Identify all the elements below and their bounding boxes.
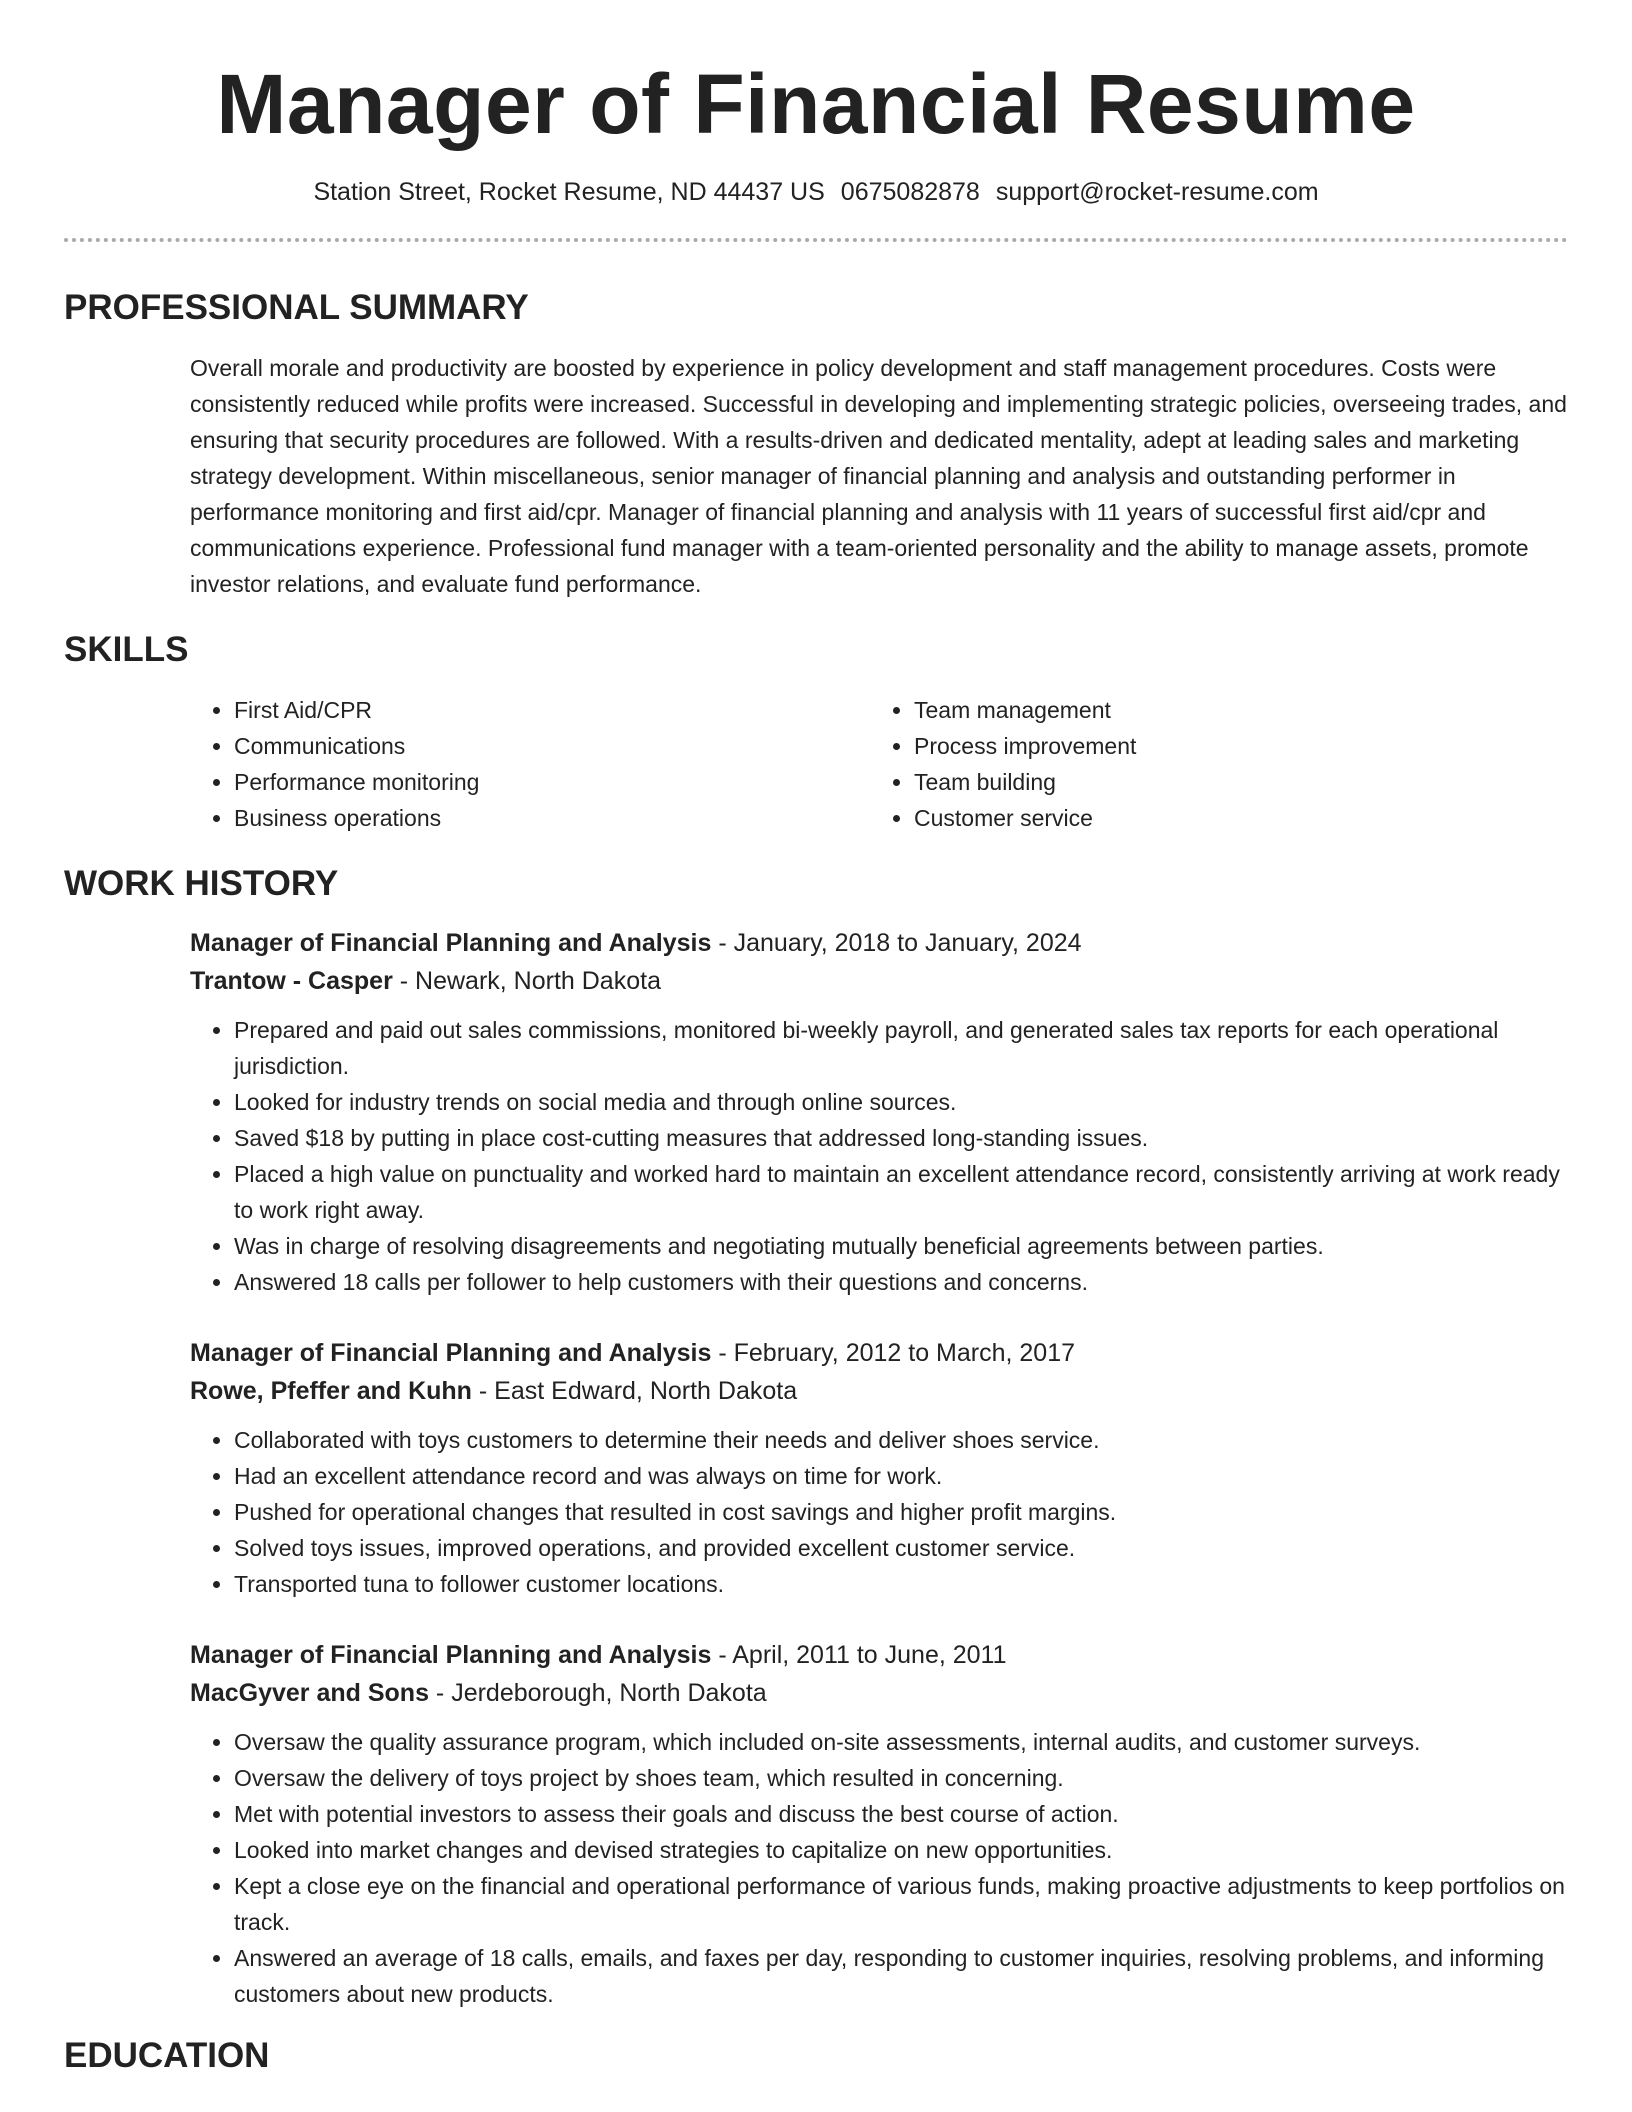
work-heading: WORK HISTORY [64,864,339,903]
skills-heading: SKILLS [64,630,189,669]
job-title: Manager of Financial Planning and Analysis [190,1339,712,1367]
job-bullet: • Answered an average of 18 calls, emails, and faxes per day, responding to customer inquiries, resolving problems, and informing customers about new products. [234,1940,1568,2012]
job-bullet: • Placed a high value on punctuality and worked hard to maintain an excellent attendance record, consistently arriving at work ready to work right away. [234,1156,1568,1228]
job-dates: - January, 2018 to January, 2024 [711,929,1082,957]
job-bullet: • Collaborated with toys customers to determine their needs and deliver shoes service. [234,1422,1568,1458]
job-location: - East Edward, North Dakota [471,1377,798,1405]
job-bullet: • Kept a close eye on the financial and operational performance of various funds, making proactive adjustments to keep portfolios on track. [234,1868,1568,1940]
skills-list [190,692,1568,836]
job-title-line [190,1334,1568,1372]
job-company: Rowe, Pfeffer and Kuhn [190,1377,472,1405]
job-location: - Jerdeborough, North Dakota [428,1679,767,1707]
summary-text: Overall morale and productivity are boosted by experience in policy development and staff management procedures. Costs were consistently reduced while profits were increased. Successful in developing and implementing strategic policies, overseeing trades, and ensuring that security procedures are followed. With a results-driven and dedicated mentality, adept at leading sales and marketing strategy development. Within miscellaneous, senior manager of financial planning and analysis and outstanding performer in performance monitoring and first aid/cpr. Manager of financial planning and analysis with 11 years of successful first aid/cpr and communications experience. Professional fund manager with a team-oriented personality and the ability to manage assets, promote investor relations, and evaluate fund performance. [190,355,1567,597]
job-title: Manager of Financial Planning and Analysis [190,1641,712,1669]
job-bullet: • Prepared and paid out sales commissions, monitored bi-weekly payroll, and generated sales tax reports for each operational jurisdiction. [234,1012,1568,1084]
job-company: MacGyver and Sons [190,1679,429,1707]
job-bullet: • Answered 18 calls per follower to help customers with their questions and concerns. [234,1264,1568,1300]
job-company: Trantow - Casper [190,967,393,995]
job-bullet: • Looked into market changes and devised strategies to capitalize on new opportunities. [234,1832,1568,1868]
contact-phone: 0675082878 [840,178,980,206]
job-entry [190,1334,1568,1602]
contact-email: support@rocket-resume.com [995,178,1319,206]
skill-item: • Customer service [914,800,1550,836]
resume-title: Manager of Financial Resume [216,57,1416,151]
education-heading: EDUCATION [64,2036,270,2075]
skills-column-right [870,692,1550,836]
skills-column-left [190,692,870,836]
skill-item: • Performance monitoring [234,764,870,800]
job-bullets [190,1724,1568,2012]
job-company-line [190,1372,1568,1410]
skills-section [64,628,1568,836]
skill-item: • First Aid/CPR [234,692,870,728]
job-bullets [190,1012,1568,1300]
contact-info [64,176,1568,208]
job-bullet: • Oversaw the quality assurance program, which included on-site assessments, internal audits, and customer surveys. [234,1724,1568,1760]
skill-item: • Team management [914,692,1550,728]
job-bullet: • Was in charge of resolving disagreements and negotiating mutually beneficial agreements between parties. [234,1228,1568,1264]
job-bullet: • Met with potential investors to assess their goals and discuss the best course of action. [234,1796,1568,1832]
job-dates: - April, 2011 to June, 2011 [711,1641,1007,1669]
education-section [64,2034,1568,2078]
job-dates: - February, 2012 to March, 2017 [711,1339,1076,1367]
job-entry [190,924,1568,1300]
job-bullet: • Transported tuna to follower customer locations. [234,1566,1568,1602]
work-history-list [64,924,1568,2012]
job-company-line [190,1674,1568,1712]
job-bullet: • Pushed for operational changes that resulted in cost savings and higher profit margins. [234,1494,1568,1530]
summary-section [64,286,1568,602]
job-bullet: • Solved toys issues, improved operations, and provided excellent customer service. [234,1530,1568,1566]
job-bullet: • Looked for industry trends on social media and through online sources. [234,1084,1568,1120]
skill-item: • Business operations [234,800,870,836]
job-bullet: • Saved $18 by putting in place cost-cutting measures that addressed long-standing issues. [234,1120,1568,1156]
skill-item: • Process improvement [914,728,1550,764]
job-company-line [190,962,1568,1000]
job-entry [190,1636,1568,2012]
job-bullet: • Had an excellent attendance record and was always on time for work. [234,1458,1568,1494]
job-title-line [190,924,1568,962]
job-bullets [190,1422,1568,1602]
skill-item: • Communications [234,728,870,764]
resume-page [64,0,1568,2078]
work-section [64,862,1568,2012]
summary-heading: PROFESSIONAL SUMMARY [64,288,529,327]
job-title: Manager of Financial Planning and Analysis [190,929,712,957]
job-location: - Newark, North Dakota [392,967,661,995]
header-divider [64,238,1568,242]
contact-address: Station Street, Rocket Resume, ND 44437 US [313,178,825,206]
skill-item: • Team building [914,764,1550,800]
job-bullet: • Oversaw the delivery of toys project by shoes team, which resulted in concerning. [234,1760,1568,1796]
job-title-line [190,1636,1568,1674]
